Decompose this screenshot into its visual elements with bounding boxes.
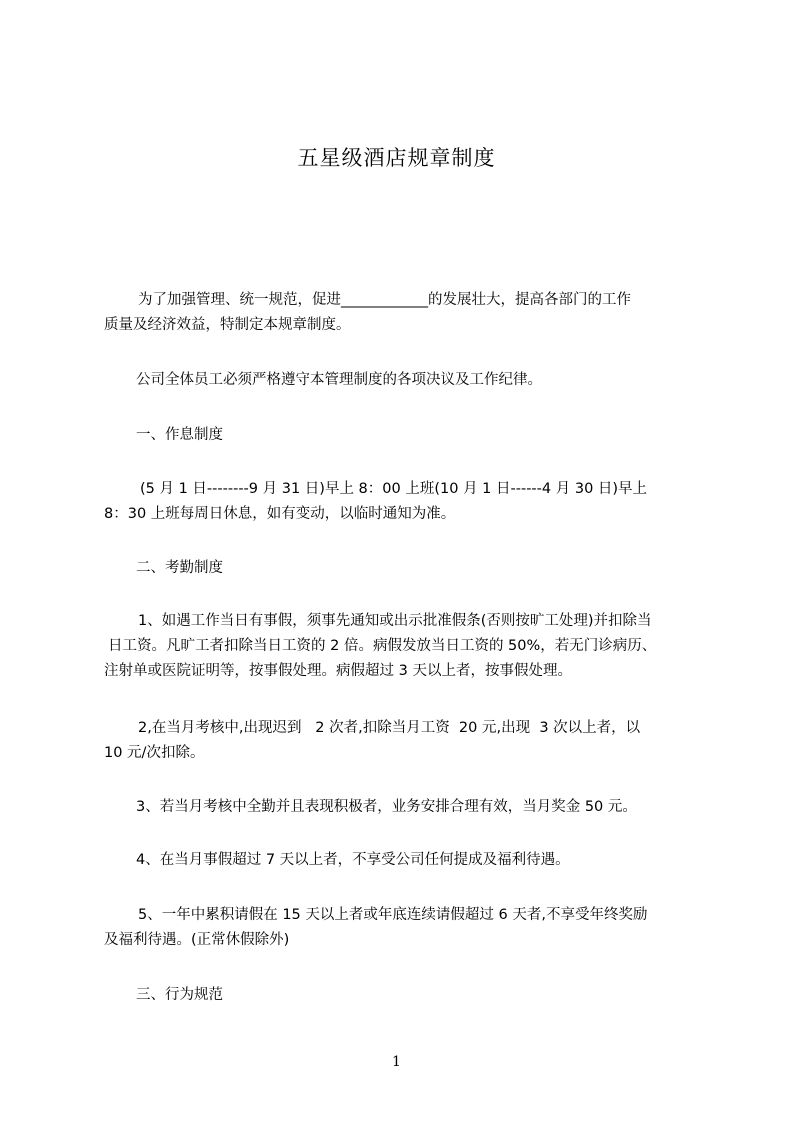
rule-3-paragraph: 3、若当月考核中全勤并且表现积极者，业务安排合理有效，当月奖金 50 元。 xyxy=(136,799,637,815)
intro-line: 质量及经济效益，特制定本规章制度。 xyxy=(104,317,351,333)
rule-5-paragraph xyxy=(104,903,704,953)
schedule-line: 8：30 上班每周日休息，如有变动，以临时通知为准。 xyxy=(104,506,456,522)
discipline-paragraph: 公司全体员工必须严格遵守本管理制度的各项决议及工作纪律。 xyxy=(136,372,542,388)
rule-2-line: 2,在当月考核中,出现迟到 2 次者,扣除当月工资 20 元,出现 3 次以上者，以 xyxy=(138,720,641,736)
rule-5-line: 5、一年中累积请假在 15 天以上者或年底连续请假超过 6 天者,不享受年终奖励 xyxy=(138,907,648,923)
section-heading-schedule: 一、作息制度 xyxy=(136,427,223,443)
rule-1-paragraph xyxy=(104,609,704,684)
rule-4-paragraph: 4、在当月事假超过 7 天以上者，不享受公司任何提成及福利待遇。 xyxy=(136,852,570,868)
section-heading-conduct: 三、行为规范 xyxy=(136,987,223,1003)
intro-paragraph xyxy=(104,288,704,338)
schedule-paragraph xyxy=(104,477,704,527)
page-number: 1 xyxy=(392,1054,401,1070)
section-heading-attendance: 二、考勤制度 xyxy=(136,560,223,576)
rule-2-line: 10 元/次扣除。 xyxy=(104,745,205,761)
rule-1-line: 注射单或医院证明等，按事假处理。病假超过 3 天以上者，按事假处理。 xyxy=(104,663,572,679)
rule-2-paragraph xyxy=(104,716,704,766)
rule-1-line: 日工资。凡旷工者扣除当日工资的 2 倍。病假发放当日工资的 50%，若无门诊病历、 xyxy=(108,638,657,654)
rule-5-line: 及福利待遇。(正常休假除外) xyxy=(104,932,290,948)
schedule-line: (5 月 1 日--------9 月 31 日)早上 8：00 上班(10 月 1 日------4 月 30 日)早上 xyxy=(140,481,648,497)
intro-line: 为了加强管理、统一规范，促进____________的发展壮大，提高各部门的工作 xyxy=(138,292,631,308)
document-title: 五星级酒店规章制度 xyxy=(297,146,496,170)
rule-1-line: 1、如遇工作当日有事假，须事先通知或出示批准假条(否则按旷工处理)并扣除当 xyxy=(138,613,652,629)
